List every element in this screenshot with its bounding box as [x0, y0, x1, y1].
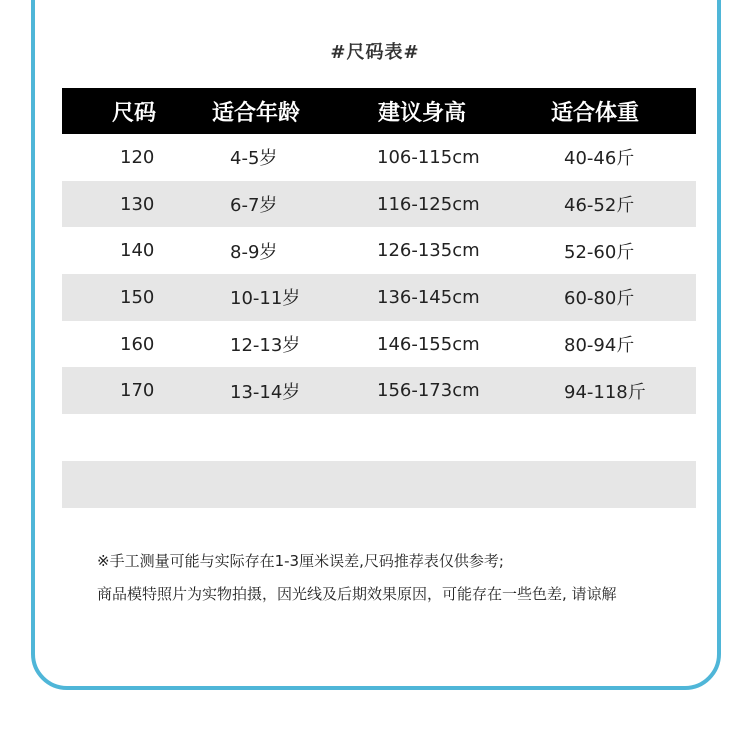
cell-size: 130 [120, 193, 155, 215]
cell-weight: 52-60斤 [564, 241, 635, 263]
cell-age: 13-14岁 [230, 381, 301, 403]
cell-height: 156-173cm [377, 380, 480, 402]
cell-size: 150 [120, 286, 155, 308]
cell-age: 6-7岁 [230, 195, 278, 217]
cell-age: 10-11岁 [230, 288, 301, 310]
cell-age: 4-5岁 [230, 148, 278, 170]
cell-height: 116-125cm [377, 193, 480, 215]
cell-size: 160 [120, 333, 155, 355]
table-header [62, 88, 696, 134]
table-row-empty [62, 414, 696, 461]
note-color-difference: 商品模特照片为实物拍摄，因光线及后期效果原因，可能存在一些色差, 请谅解 [97, 585, 617, 603]
size-table [62, 88, 696, 508]
cell-height: 106-115cm [377, 146, 480, 168]
table-row [62, 181, 696, 228]
table-row [62, 274, 696, 321]
cell-age: 12-13岁 [230, 335, 301, 357]
table-row-empty [62, 461, 696, 508]
page-title: #尺码表# [330, 42, 420, 63]
cell-age: 8-9岁 [230, 241, 278, 263]
header-size: 尺码 [112, 100, 157, 126]
header-height: 建议身高 [378, 100, 467, 126]
notes-block [97, 551, 617, 617]
cell-size: 120 [120, 146, 155, 168]
cell-weight: 40-46斤 [564, 148, 635, 170]
table-row [62, 227, 696, 274]
header-weight: 适合体重 [551, 100, 640, 126]
cell-height: 126-135cm [377, 240, 480, 262]
header-age: 适合年龄 [212, 100, 301, 126]
cell-size: 140 [120, 240, 155, 262]
cell-size: 170 [120, 380, 155, 402]
cell-weight: 46-52斤 [564, 195, 635, 217]
note-measurement: ※手工测量可能与实际存在1-3厘米误差,尺码推荐表仅供参考; [97, 552, 504, 570]
cell-height: 136-145cm [377, 286, 480, 308]
table-row [62, 321, 696, 368]
cell-weight: 94-118斤 [564, 381, 646, 403]
cell-weight: 60-80斤 [564, 288, 635, 310]
cell-height: 146-155cm [377, 333, 480, 355]
cell-weight: 80-94斤 [564, 335, 635, 357]
table-row [62, 367, 696, 414]
table-row [62, 134, 696, 181]
